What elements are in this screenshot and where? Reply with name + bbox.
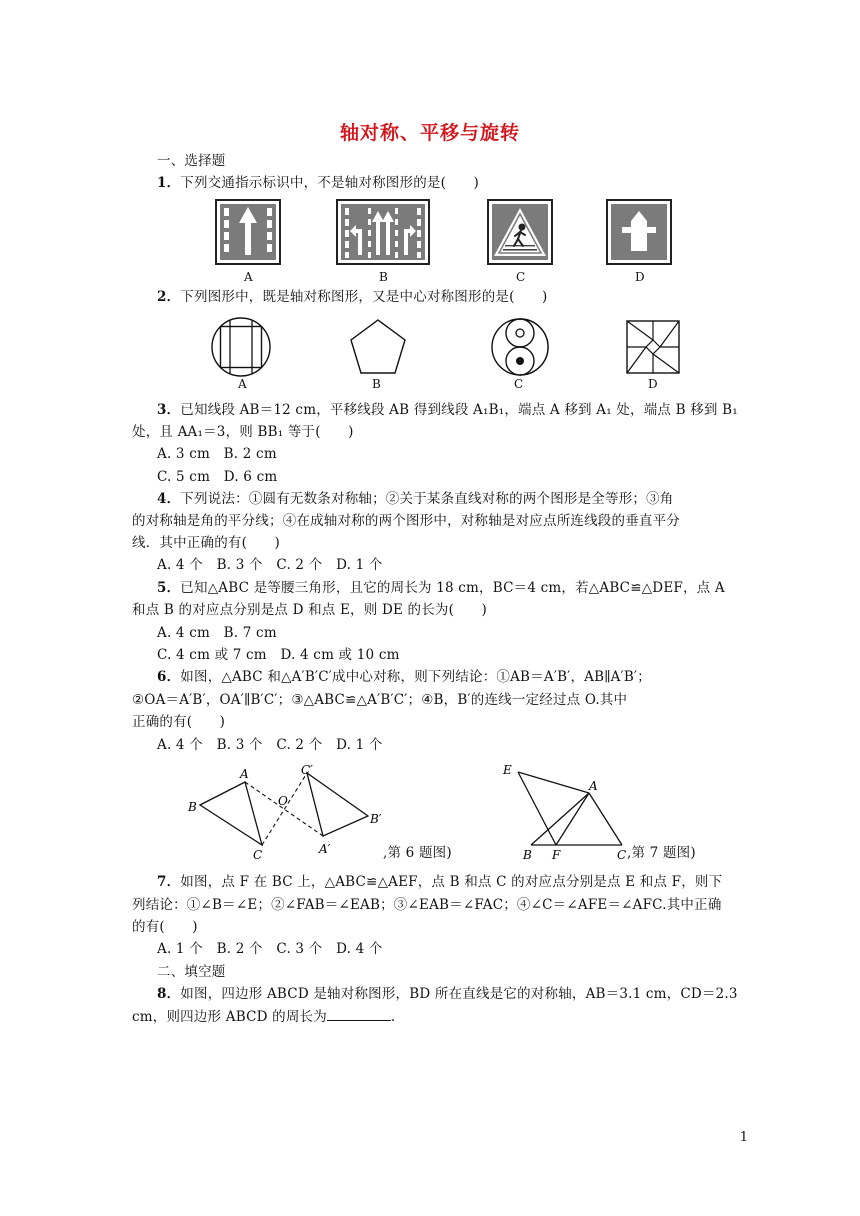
question-3-options-2: C. 5 cm D. 6 cm <box>157 469 278 485</box>
point-label-a: A <box>240 767 249 781</box>
question-6-line-1 <box>157 669 651 685</box>
question-text: 下列说法：①圆有无数条对称轴；②关于某条直线对称的两个图形是全等形；③角 <box>180 491 674 507</box>
question-8-line-2 <box>132 1008 395 1025</box>
option-label: C <box>516 270 526 284</box>
question-number: 3． <box>157 402 181 418</box>
answer-blank[interactable] <box>327 1008 391 1021</box>
point-label-b: B <box>523 848 532 862</box>
page-number: 1 <box>739 1130 748 1145</box>
pentagon-icon <box>347 316 409 378</box>
circle-square-icon <box>210 316 272 378</box>
figure-7-caption: ,第 7 题图) <box>627 845 696 861</box>
straight-arrow-road-sign-icon <box>215 199 281 265</box>
option-label: D <box>648 377 658 391</box>
point-label-c-prime: C′ <box>301 763 313 777</box>
question-text: 已知线段 AB＝12 cm，平移线段 AB 得到线段 A₁B₁，端点 A 移到 A₁ 处，端点 B 移到 B₁ <box>180 402 738 418</box>
point-label-e: E <box>503 763 512 777</box>
question-number: 7． <box>157 874 181 890</box>
question-text: 如图，点 F 在 BC 上，△ABC≌△AEF，点 B 和点 C 的对应点分别是点 E 和点 F，则下 <box>180 874 723 890</box>
question-text: . <box>390 1009 396 1025</box>
page-title: 轴对称、平移与旋转 <box>339 122 520 144</box>
question-7-line-3: 的有( ) <box>132 919 198 935</box>
pinwheel-square-icon <box>624 318 682 376</box>
question-number: 1． <box>157 175 181 191</box>
question-3-line-2: 处，且 AA₁＝3，则 BB₁ 等于( ) <box>132 424 354 440</box>
question-3-line-1 <box>157 402 738 418</box>
point-label-c: C <box>253 848 263 862</box>
question-7-options: A. 1 个 B. 2 个 C. 3 个 D. 4 个 <box>157 941 383 957</box>
lane-direction-road-sign-icon <box>336 199 430 265</box>
figure-7-diagram <box>498 760 630 865</box>
question-number: 5． <box>157 580 181 596</box>
question-7-line-2: 列结论：①∠B＝∠E；②∠FAB＝∠EAB；③∠EAB＝∠FAC；④∠C＝∠AFE＝∠AFC.其中正确 <box>132 897 722 913</box>
question-number: 2． <box>157 289 181 305</box>
point-label-b-prime: B′ <box>370 812 382 826</box>
option-label: B <box>379 270 388 284</box>
question-5-line-2: 和点 B 的对应点分别是点 D 和点 E，则 DE 的长为( ) <box>132 602 487 618</box>
question-7-line-1 <box>157 874 722 890</box>
question-6-line-3: 正确的有( ) <box>132 714 226 730</box>
option-label: A <box>238 377 247 391</box>
question-4-line-2: 的对称轴是角的平分线；④在成轴对称的两个图形中，对称轴是对应点所连线段的垂直平分 <box>132 513 680 529</box>
question-text: 下列交通指示标识中，不是轴对称图形的是( ) <box>180 175 479 191</box>
question-text: 如图，四边形 ABCD 是轴对称图形，BD 所在直线是它的对称轴，AB＝3.1 cm，CD＝2.3 <box>180 986 738 1002</box>
option-label: D <box>635 270 645 284</box>
question-2 <box>157 289 547 305</box>
point-label-a-prime: A′ <box>319 842 331 856</box>
point-label-b: B <box>188 800 197 814</box>
option-label: C <box>514 377 524 391</box>
question-5-options-2: C. 4 cm 或 7 cm D. 4 cm 或 10 cm <box>157 647 400 663</box>
point-label-a: A <box>589 779 598 793</box>
question-5-line-1 <box>157 580 725 596</box>
question-text: cm，则四边形 ABCD 的周长为 <box>132 1009 327 1025</box>
point-label-c: C <box>617 848 627 862</box>
question-6-options: A. 4 个 B. 3 个 C. 2 个 D. 1 个 <box>157 737 383 753</box>
section-choice: 一、选择题 <box>157 153 226 169</box>
option-label: B <box>372 377 381 391</box>
question-text: 已知△ABC 是等腰三角形，且它的周长为 18 cm，BC＝4 cm，若△ABC≌△DEF，点 A <box>180 580 725 596</box>
question-4-options: A. 4 个 B. 3 个 C. 2 个 D. 1 个 <box>157 557 383 573</box>
question-1 <box>157 175 479 191</box>
question-6-line-2: ②OA＝A′B′，OA′∥B′C′；③△ABC≌△A′B′C′；④B，B′的连线一定经过点 O.其中 <box>132 692 628 708</box>
section-fill: 二、填空题 <box>157 964 226 980</box>
point-label-f: F <box>552 848 561 862</box>
option-label: A <box>244 270 253 284</box>
question-number: 8． <box>157 986 181 1002</box>
question-4-line-1 <box>157 491 674 507</box>
figure-6-diagram <box>180 760 390 865</box>
question-number: 6． <box>157 669 181 685</box>
question-number: 4． <box>157 491 181 507</box>
question-8-line-1 <box>157 986 738 1002</box>
question-5-options-1: A. 4 cm B. 7 cm <box>157 625 277 641</box>
question-text: 如图，△ABC 和△A′B′C′成中心对称，则下列结论：①AB＝A′B′，AB∥A′B′； <box>180 669 651 685</box>
yin-yang-icon <box>490 316 550 378</box>
question-4-line-3: 线．其中正确的有( ) <box>132 535 280 551</box>
pedestrian-crossing-sign-icon <box>487 199 553 265</box>
question-3-options-1: A. 3 cm B. 2 cm <box>157 446 277 462</box>
question-text: 下列图形中，既是轴对称图形，又是中心对称图形的是( ) <box>180 289 548 305</box>
figure-6-caption: ,第 6 题图) <box>383 845 452 861</box>
point-label-o: O <box>278 794 288 808</box>
cross-shape-sign-icon <box>606 199 672 265</box>
